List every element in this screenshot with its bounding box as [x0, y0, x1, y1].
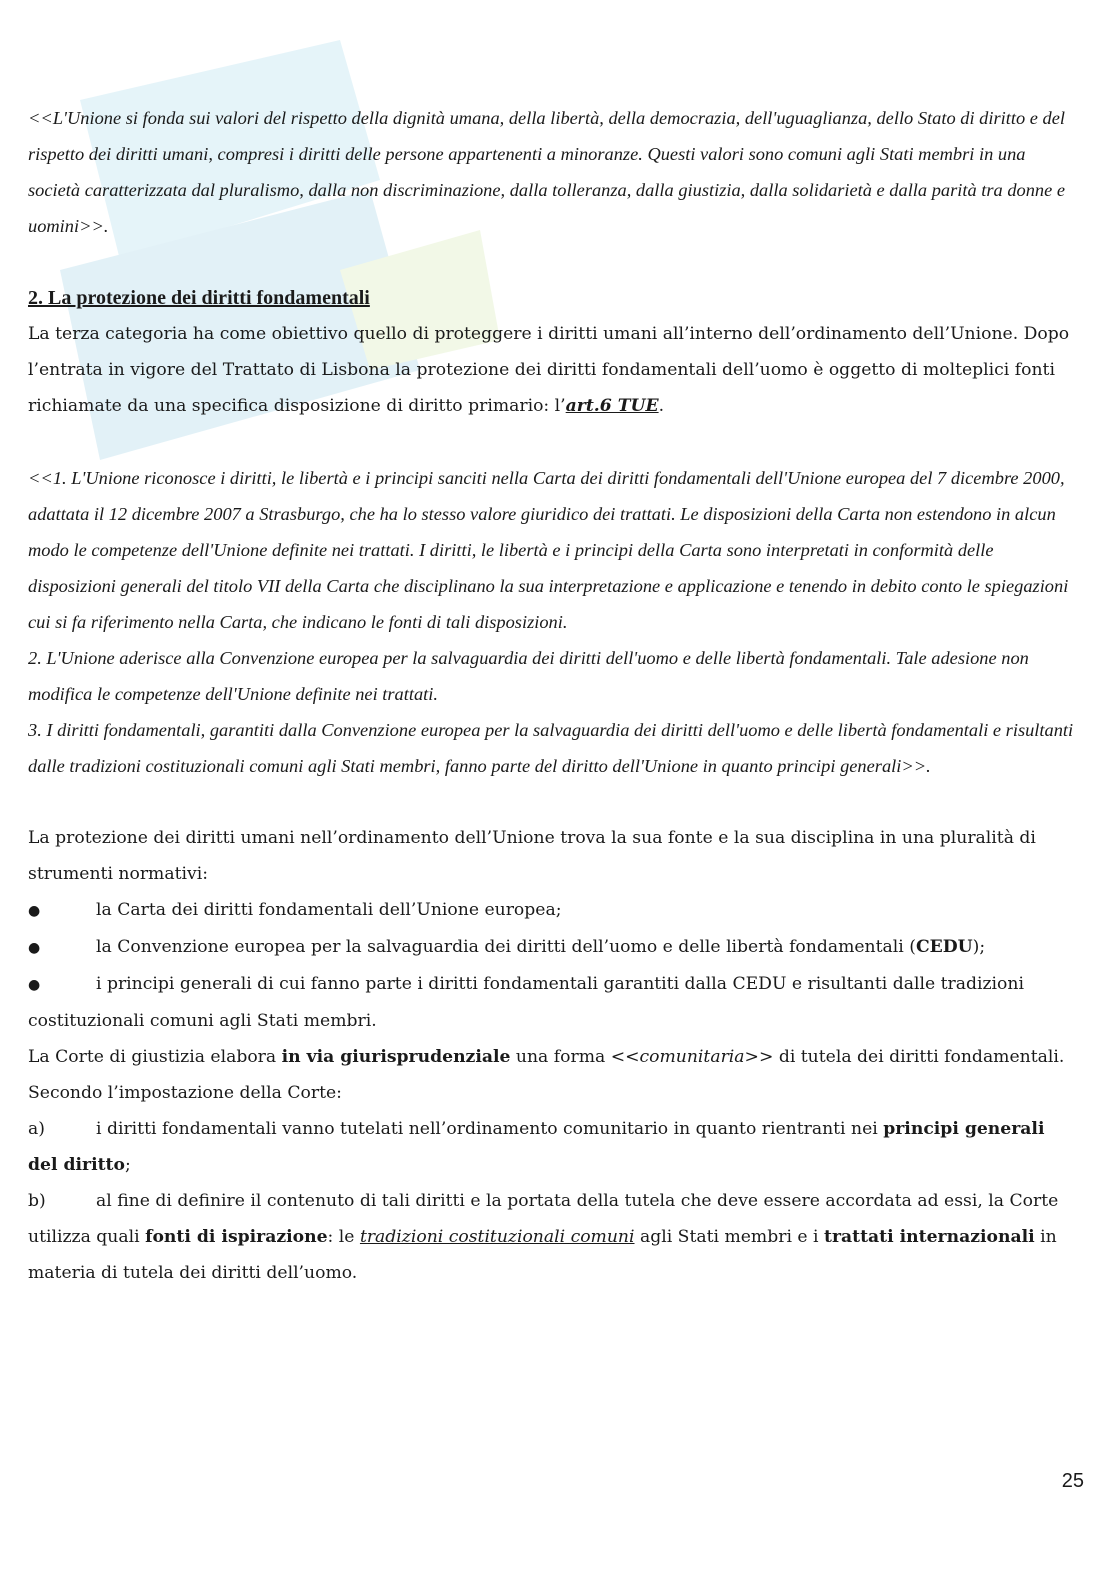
text-part: ; [124, 1155, 131, 1175]
text-part: : le [327, 1227, 360, 1247]
lettered-item-b [28, 1183, 1078, 1291]
paragraph-approach: Secondo l’impostazione della Corte: [28, 1083, 342, 1103]
list-item [28, 892, 1078, 929]
bullet-icon: ● [28, 903, 41, 919]
list-item-text: la Carta dei diritti fondamentali dell’Unione europea; [96, 900, 562, 920]
lettered-item-a [28, 1111, 1078, 1183]
intro-text: La terza categoria ha come obiettivo quello di proteggere i diritti umani all’interno dell’ordinamento dell’Unione. Dopo l’entrata in vigore del Trattato di Lisbona la protezione dei diritti fondamentali dell’uomo è oggetto di molteplici fonti richiamate da una specifica disposizione di diritto primario: l’ [28, 324, 1070, 416]
quote-text: <<L'Unione si fonda sui valori del rispetto della dignità umana, della libertà, della democrazia, dell'uguaglianza, dello Stato di diritto e del rispetto dei diritti umani, compresi i diritti delle persone appartenenti a minoranze. Questi valori sono comuni agli Stati membri in una società caratterizzata dal pluralismo, dalla non discriminazione, dalla tolleranza, dalla giustizia, dalla solidarietà e dalla parità tra donne e uomini>>. [28, 108, 1066, 236]
paragraph-sources: La protezione dei diritti umani nell’ordinamento dell’Unione trova la sua fonte e la sua disciplina in una pluralità di strumenti normativi: [28, 828, 1036, 884]
text-part: in materia di tutela dei diritti dell’uomo. [28, 1227, 1057, 1283]
text-part: al fine di definire il contenuto di tali diritti e la portata della tutela che deve essere accordata ad essi, la Corte utilizza quali [28, 1191, 1059, 1247]
document-page [28, 100, 1078, 1291]
emphasis-underlined: tradizioni costituzionali comuni [359, 1227, 635, 1247]
page-number: 25 [1061, 1470, 1084, 1492]
intro-end: . [658, 396, 665, 416]
item-letter: a) [28, 1119, 45, 1139]
emphasis-bold: in via giurisprudenziale [281, 1047, 511, 1067]
text-part: La Corte di giustizia elabora [28, 1047, 282, 1067]
quote-article-2-tue [28, 100, 1078, 244]
emphasis-bold: fonti di ispirazione [145, 1227, 328, 1247]
text-part: i diritti fondamentali vanno tutelati nell’ordinamento comunitario in quanto rientranti nei [96, 1119, 884, 1139]
intro-paragraph [28, 316, 1078, 424]
quote-article-6-tue [28, 460, 1078, 784]
bullet-icon: ● [28, 940, 41, 956]
emphasis-bold: principi generali del diritto [28, 1119, 1045, 1175]
main-body [28, 820, 1078, 1291]
quote-paragraph-3: 3. I diritti fondamentali, garantiti dalla Convenzione europea per la salvaguardia dei diritti dell'uomo e delle libertà fondamentali e risultanti dalle tradizioni costituzionali comuni agli Stati membri, fanno parte del diritto dell'Unione in quanto principi generali>>. [28, 720, 1074, 776]
cedu-abbreviation: CEDU [915, 937, 973, 957]
emphasis-italic: comunitaria [639, 1047, 745, 1067]
quote-paragraph-1: <<1. L'Unione riconosce i diritti, le libertà e i principi sanciti nella Carta dei diritti fondamentali dell'Unione europea del 7 dicembre 2000, adattata il 12 dicembre 2007 a Strasburgo, che ha lo stesso valore giuridico dei trattati. Le disposizioni della Carta non estendono in alcun modo le competenze dell'Unione definite nei trattati. I diritti, le libertà e i principi della Carta sono interpretati in conformità delle disposizioni generali del titolo VII della Carta che disciplinano la sua interpretazione e applicazione e tenendo in debito conto le spiegazioni cui si fa riferimento nella Carta, che indicano le fonti di tali disposizioni. [28, 468, 1069, 632]
list-item-text [96, 929, 1078, 965]
list-item [28, 966, 1078, 1039]
emphasis-bold: trattati internazionali [824, 1227, 1035, 1247]
text-part: una forma << [510, 1047, 640, 1067]
article-reference: art.6 TUE [565, 396, 659, 416]
item-letter: b) [28, 1191, 46, 1211]
quote-paragraph-2: 2. L'Unione aderisce alla Convenzione europea per la salvaguardia dei diritti dell'uomo e delle libertà fondamentali. Tale adesione non modifica le competenze dell'Unione definite nei trattati. [28, 648, 1029, 704]
text-part: agli Stati membri e i [634, 1227, 825, 1247]
text-part: >> di tutela dei diritti fondamentali. [744, 1047, 1065, 1067]
paragraph-court [28, 1039, 1078, 1075]
list-item-text: i principi generali di cui fanno parte i diritti fondamentali garantiti dalla CEDU e risultanti dalle tradizioni costituzionali comuni agli Stati membri. [28, 974, 1024, 1031]
list-item-text-part: ); [972, 937, 986, 957]
bullet-icon: ● [28, 977, 41, 993]
section-heading: 2. La protezione dei diritti fondamentali [28, 287, 370, 309]
list-item-text-part: la Convenzione europea per la salvaguardia dei diritti dell’uomo e delle libertà fondamentali ( [96, 937, 916, 957]
list-item [28, 929, 1078, 966]
